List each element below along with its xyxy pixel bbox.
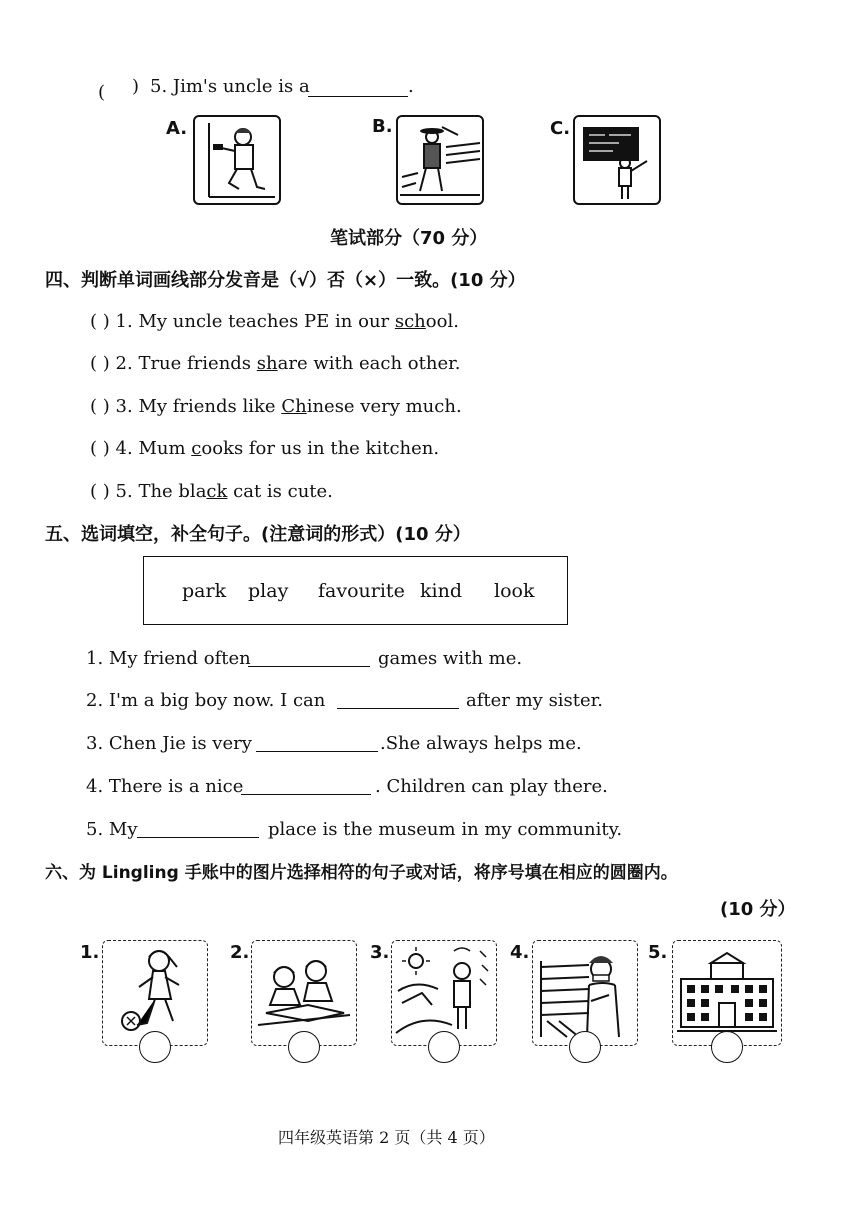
sentence-text: The bla: [138, 481, 207, 502]
fill-blank[interactable]: [137, 836, 259, 838]
section-4-title: 四、判断单词画线部分发音是（√）否（×）一致。(10 分）: [45, 270, 526, 291]
answer-paren-close: ): [132, 76, 140, 97]
answer-paren[interactable]: ( ): [90, 311, 110, 332]
item-number: 5.: [115, 481, 133, 502]
underlined-part: sh: [256, 353, 278, 374]
word-bank-item: look: [494, 580, 535, 602]
underlined-part: Ch: [281, 396, 307, 417]
section-5-title: 五、选词填空，补全句子。(注意词的形式）(10 分）: [45, 524, 471, 545]
word-bank-item: park: [182, 580, 227, 602]
word-bank-item: favourite: [318, 580, 405, 602]
sentence-text: place is the museum in my community.: [268, 819, 623, 840]
sentence-text: 3. Chen Jie is very: [86, 733, 252, 754]
sentence-text: Mum: [138, 438, 192, 459]
section-6-title: 六、为 Lingling 手账中的图片选择相符的句子或对话，将序号填在相应的圆圈内。: [45, 863, 678, 883]
sunny-day-person-icon: [392, 941, 496, 1045]
worker-drilling-icon: [195, 117, 279, 203]
underlined-part: ck: [206, 481, 228, 502]
underlined-part: c: [191, 438, 202, 459]
sentence-text: . Children can play there.: [375, 776, 608, 797]
sentence-text: games with me.: [378, 648, 523, 669]
option-a-label: A.: [166, 118, 188, 139]
farmer-icon: [398, 117, 482, 203]
answer-paren[interactable]: ( ): [90, 481, 110, 502]
sentence-text: after my sister.: [466, 690, 604, 711]
option-b-image[interactable]: [396, 115, 484, 205]
fill-blank[interactable]: [337, 707, 459, 709]
underlined-part: sch: [394, 311, 426, 332]
sentence-text: 1. My friend often: [86, 648, 251, 669]
fill-blank[interactable]: [241, 793, 371, 795]
teacher-blackboard-icon: [575, 117, 659, 203]
question-5-text: 5. Jim's uncle is a: [150, 76, 310, 97]
option-c-label: C.: [550, 118, 571, 139]
answer-paren[interactable]: ( ): [90, 396, 110, 417]
item-number: 4.: [115, 438, 133, 459]
list-item: [90, 481, 333, 502]
option-b-label: B.: [372, 116, 393, 137]
sentence-text: 4. There is a nice: [86, 776, 244, 797]
picture-number: 2.: [230, 942, 250, 963]
answer-circle-1[interactable]: [139, 1031, 171, 1063]
list-item: [90, 438, 439, 459]
girl-football-icon: [103, 941, 207, 1045]
answer-paren[interactable]: ( ): [90, 353, 110, 374]
sentence-text: ool.: [425, 311, 459, 332]
answer-circle-2[interactable]: [288, 1031, 320, 1063]
sentence-text: ooks for us in the kitchen.: [201, 438, 440, 459]
section-6-score: (10 分）: [720, 899, 796, 920]
answer-blank[interactable]: [308, 95, 408, 97]
sentence-text: 2. I'm a big boy now. I can: [86, 690, 326, 711]
word-bank-item: play: [248, 580, 289, 602]
list-item: [90, 353, 460, 374]
sentence-text: True friends: [138, 353, 257, 374]
answer-circle-4[interactable]: [569, 1031, 601, 1063]
sentence-text: 5. My: [86, 819, 138, 840]
list-item: [90, 396, 462, 417]
answer-paren-open: (: [98, 82, 106, 103]
answer-circle-3[interactable]: [428, 1031, 460, 1063]
page-footer: 四年级英语第 2 页（共 4 页）: [278, 1128, 495, 1147]
option-a-image[interactable]: [193, 115, 281, 205]
item-number: 2.: [115, 353, 133, 374]
picture-number: 5.: [648, 942, 668, 963]
picture-number: 3.: [370, 942, 390, 963]
sentence-text: My uncle teaches PE in our: [138, 311, 395, 332]
fill-blank[interactable]: [248, 665, 370, 667]
two-girls-reading-icon: [252, 941, 356, 1045]
answer-paren[interactable]: ( ): [90, 438, 110, 459]
fill-blank[interactable]: [256, 750, 378, 752]
word-bank-item: kind: [420, 580, 462, 602]
sentence-text: My friends like: [138, 396, 282, 417]
option-c-image[interactable]: [573, 115, 661, 205]
item-number: 1.: [115, 311, 133, 332]
question-5-period: .: [408, 76, 414, 97]
sentence-text: .She always helps me.: [380, 733, 582, 754]
sentence-text: are with each other.: [277, 353, 461, 374]
written-section-header: 笔试部分（70 分）: [330, 228, 488, 249]
building-icon: [673, 941, 781, 1045]
sentence-text: cat is cute.: [227, 481, 333, 502]
picture-number: 4.: [510, 942, 530, 963]
item-number: 3.: [115, 396, 133, 417]
sentence-text: inese very much.: [306, 396, 462, 417]
supermarket-worker-icon: [533, 941, 637, 1045]
picture-number: 1.: [80, 942, 100, 963]
answer-circle-5[interactable]: [711, 1031, 743, 1063]
list-item: [90, 311, 459, 332]
